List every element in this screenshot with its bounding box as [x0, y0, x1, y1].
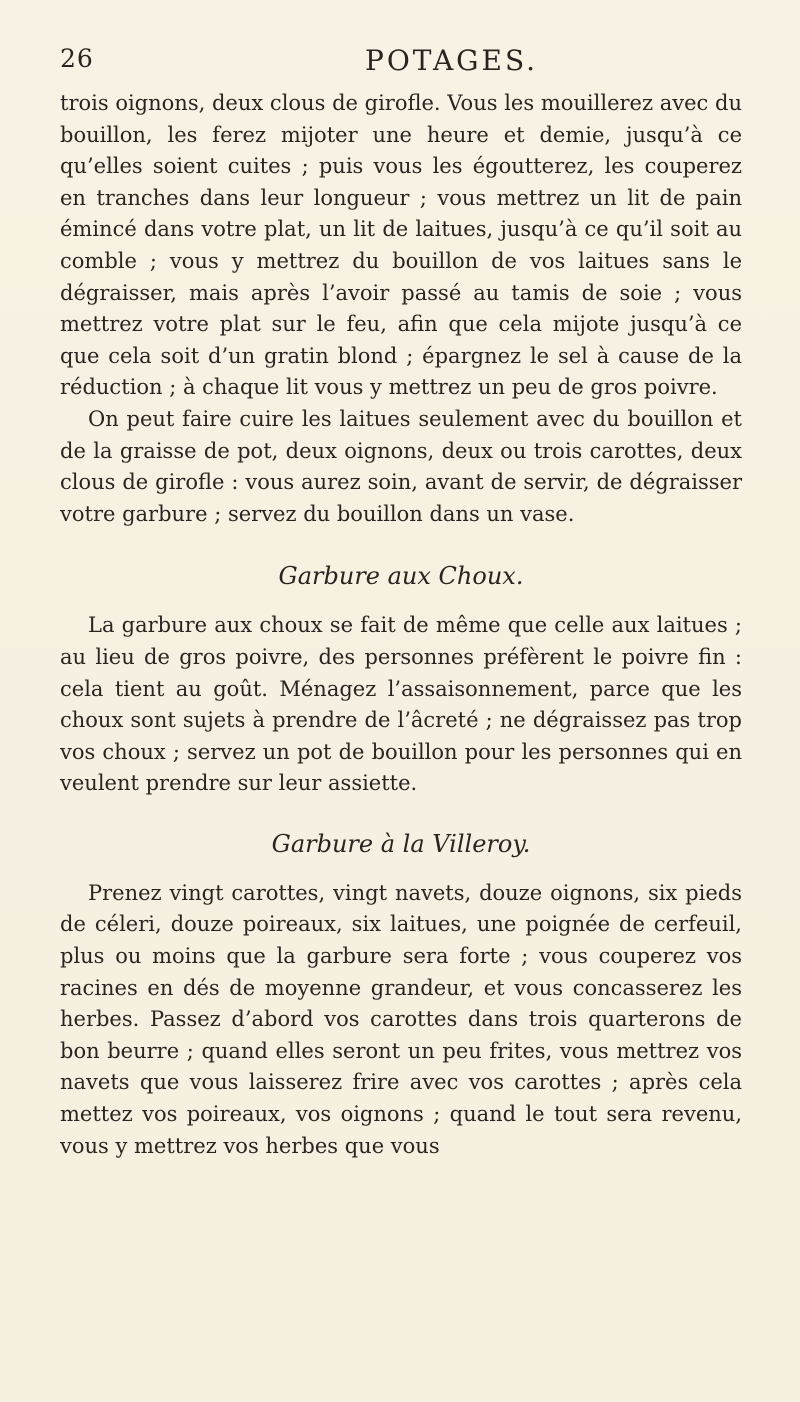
section-spacer [60, 800, 742, 810]
section-heading-garbure-villeroy: Garbure à la Villeroy. [271, 829, 531, 858]
paragraph-laitues-variant: On peut faire cuire les laitues seulement avec du bouillon et de la graisse de pot, deux oignons, deux ou trois carottes, deux clous de girofle : vous aurez soin, avant de servir, de dégraisser votre garbure ; servez du bouillon dans un vase. [60, 406, 742, 526]
paragraph-continuation: trois oignons, deux clous de girofle. Vous les mouillerez avec du bouillon, les ferez mijoter une heure et demie, jusqu’à ce qu’elles soient cuites ; puis vous les égoutterez, les couperez en tranches dans leur longueur ; vous mettrez un lit de pain émincé dans votre plat, un lit de laitues, jusqu’à ce qu’il soit au comble ; vous y mettrez du bouillon de vos laitues sans le dégraisser, mais après l’avoir passé au tamis de soie ; vous mettrez votre plat sur le feu, afin que cela mijote jusqu’à ce que cela soit d’un gratin blond ; épargnez le sel à cause de la réduction ; à chaque lit vous y mettrez un peu de gros poivre. [60, 91, 742, 400]
running-head: POTAGES. [365, 44, 539, 77]
paragraph-garbure-aux-choux: La garbure aux choux se fait de même que celle aux laitues ; au lieu de gros poivre, des personnes préfèrent le poivre fin : cela tient au goût. Ménagez l’assaisonnement, parce que les choux sont sujets à prendre de l’âcreté ; ne dégraissez pas trop vos choux ; servez un pot de bouillon pour les personnes qui en veulent prendre sur leur assiette. [60, 613, 742, 796]
section-spacer [60, 530, 742, 542]
page-number: 26 [60, 44, 94, 73]
page-header [60, 44, 740, 84]
paragraph-garbure-villeroy: Prenez vingt carottes, vingt navets, douze oignons, six pieds de céleri, douze poireaux, six laitues, une poignée de cerfeuil, plus ou moins que la garbure sera forte ; vous couperez vos racines en dés de moyenne grandeur, et vous concasserez les herbes. Passez d’abord vos carottes dans trois quarterons de bon beurre ; quand elles seront un peu frites, vous mettrez vos navets que vous laisserez frire avec vos carottes ; après cela mettez vos poireaux, vos oignons ; quand le tout sera revenu, vous y mettrez vos herbes que vous [60, 880, 742, 1158]
section-heading-garbure-aux-choux: Garbure aux Choux. [278, 562, 524, 591]
page-body [60, 88, 742, 1162]
